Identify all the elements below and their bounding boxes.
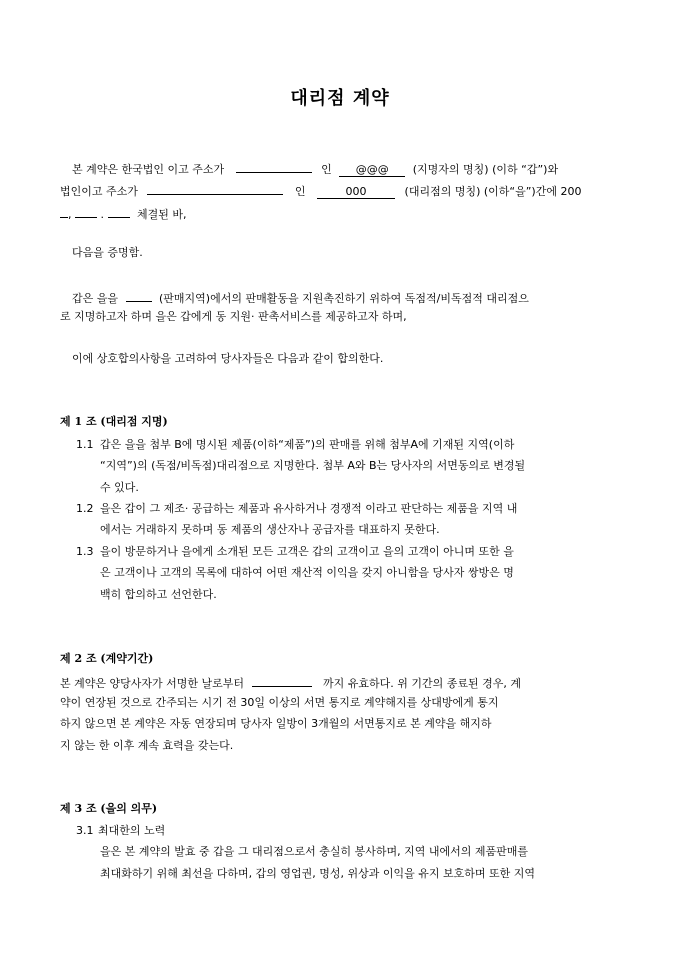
article-2-line-3: 하지 않으면 본 계약은 자동 연장되며 당사자 일방이 3개월의 서면통지로 본 계약을 해지하	[60, 717, 492, 730]
article-1-heading: 제 1 조 (대리점 지명)	[60, 415, 168, 428]
clause-1-3-line-2: 은 고객이나 고객의 목록에 대하여 어떤 재산적 이익을 갖지 아니함을 당사자 쌍방은 명	[100, 566, 514, 579]
clause-1-1-line-3: 수 있다.	[100, 481, 139, 494]
intro-text: 체결된 바,	[137, 208, 187, 221]
party-b-name: 000	[317, 186, 395, 199]
article-2-line-2: 약이 연장된 것으로 간주되는 시기 전 30일 이상의 서면 통지로 계약해지를 상대방에게 통지	[60, 696, 499, 709]
clause-number: 1.3	[76, 545, 94, 558]
article-2-text: 까지 유효하다. 위 기간의 종료된 경우, 계	[323, 677, 522, 690]
clause-1-3-line-1: 을이 방문하거나 을에게 소개된 모든 고객은 갑의 고객이고 을의 고객이 아니며 또한 을	[100, 545, 514, 558]
clause-1-3-line-3: 백히 합의하고 선언한다.	[100, 588, 217, 601]
intro-line-1	[72, 160, 558, 177]
intro-line-3: , . 체결된 바,	[60, 205, 187, 222]
purpose-line-1	[72, 289, 529, 306]
purpose-line-2: 로 지명하고자 하며 을은 갑에게 동 지원· 판촉서비스를 제공하고자 하며,	[60, 310, 407, 323]
clause-number: 3.1	[76, 824, 94, 837]
day-blank	[108, 205, 130, 218]
date-separator: .	[100, 208, 104, 221]
month-blank	[75, 205, 97, 218]
clause-1-2-line-1: 을은 갑이 그 제조· 공급하는 제품과 유사하거나 경쟁적 이라고 판단하는 제품을 지역 내	[100, 502, 518, 515]
intro-text: 법인이고 주소가	[60, 185, 138, 198]
document-title: 대리점 계약	[290, 88, 390, 109]
intro-text: (대리점의 명칭) (이하“을”)간에 200	[404, 185, 582, 198]
article-2-heading: 제 2 조 (계약기간)	[60, 652, 154, 665]
clause-1-2-line-2: 에서는 거래하지 못하며 동 제품의 생산자나 공급자를 대표하지 못한다.	[100, 523, 440, 536]
witness-line: 다음을 증명함.	[72, 246, 143, 259]
agreement-line: 이에 상호합의사항을 고려하여 당사자들은 다음과 같이 합의한다.	[72, 352, 384, 365]
year-blank	[60, 205, 68, 218]
clause-1-1-line-1: 갑은 을을 첨부 B에 명시된 제품(이하“제품”)의 판매를 위해 첨부A에 기재된 지역(이하	[100, 438, 515, 451]
intro-line-2	[60, 182, 581, 199]
article-2-line-1	[60, 674, 521, 691]
clause-number: 1.1	[76, 438, 94, 451]
clause-1-1-line-2: “지역”)의 (독점/비독점)대리점으로 지명한다. 첨부 A와 B는 당사자의 서면동의로 변경될	[100, 459, 526, 472]
clause-3-1-line-1: 을은 본 계약의 발효 중 갑을 그 대리점으로서 충실히 봉사하며, 지역 내에서의 제품판매를	[100, 845, 528, 858]
purpose-text: 갑은 을을	[72, 292, 119, 305]
region-blank	[126, 289, 152, 302]
clause-3-1-title: 최대한의 노력	[98, 824, 166, 837]
intro-text: 인	[321, 163, 332, 176]
address-blank	[236, 160, 312, 173]
intro-text: (지명자의 명칭) (이하 “갑”)와	[412, 163, 559, 176]
party-a-name: @@@	[339, 164, 405, 177]
end-date-blank	[252, 674, 312, 687]
purpose-text: (판매지역)에서의 판매활동을 지원촉진하기 위하여 독점적/비독점적 대리점으	[159, 292, 529, 305]
intro-text: 본 계약은 한국법인 이고 주소가	[72, 163, 225, 176]
clause-number: 1.2	[76, 502, 94, 515]
address-blank	[147, 182, 283, 195]
article-2-line-4: 지 않는 한 이후 계속 효력을 갖는다.	[60, 739, 234, 752]
article-3-heading: 제 3 조 (을의 의무)	[60, 802, 158, 815]
article-2-text: 본 계약은 양당사자가 서명한 날로부터	[60, 677, 245, 690]
intro-text: 인	[294, 185, 306, 198]
clause-3-1-line-2: 최대화하기 위해 최선을 다하며, 갑의 영업권, 명성, 위상과 이익을 유지 보호하며 또한 지역	[100, 867, 535, 880]
